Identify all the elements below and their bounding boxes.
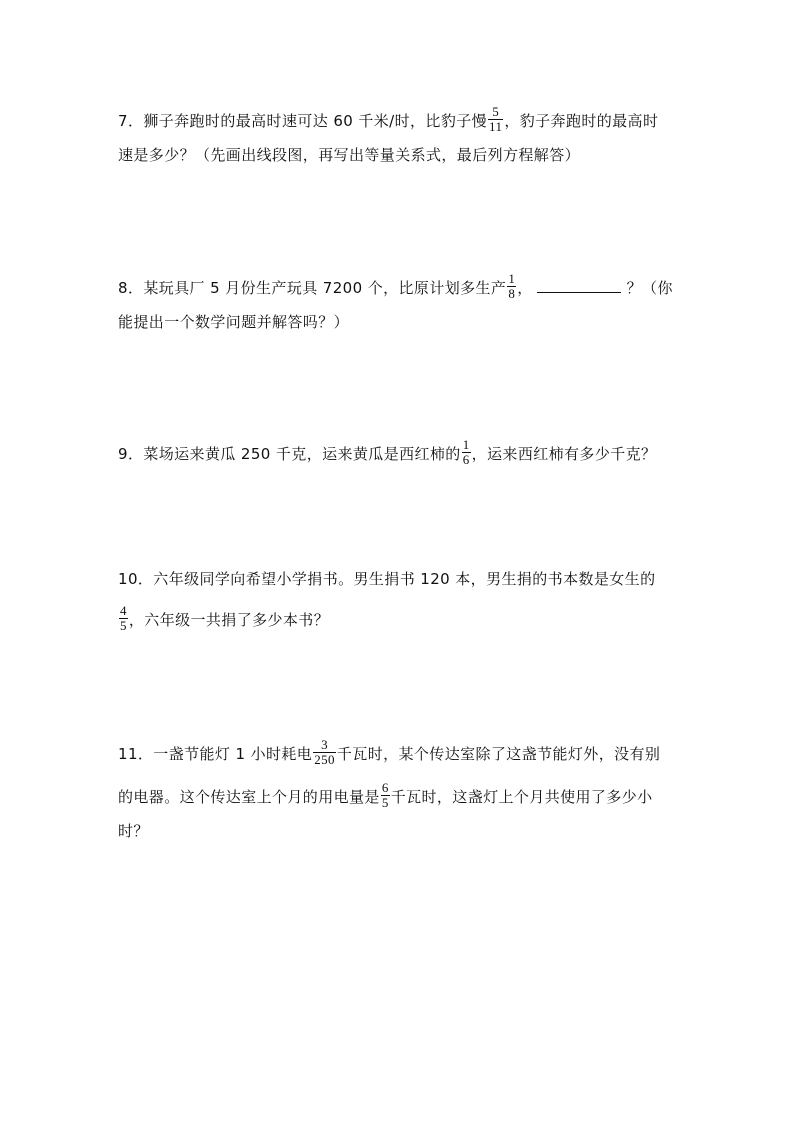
problem-text: 某玩具厂 5 月份生产玩具 7200 个，比原计划多生产 xyxy=(143,279,507,297)
problem-11-line-2 xyxy=(118,780,653,812)
fraction-denominator: 11 xyxy=(489,119,503,134)
problem-number: 9． xyxy=(118,445,144,463)
fraction-denominator: 250 xyxy=(314,752,335,767)
problem-text: 能提出一个数学问题并解答吗？） xyxy=(118,313,350,331)
fraction xyxy=(507,272,516,301)
problem-number: 8． xyxy=(118,279,144,297)
fraction-numerator: 3 xyxy=(313,738,336,753)
problem-8-line-2 xyxy=(118,312,349,332)
fraction xyxy=(462,438,471,467)
problem-text: 的电器。这个传达室上个月的用电量是 xyxy=(118,788,380,806)
fraction xyxy=(119,604,128,633)
problem-text: 一盏节能灯 1 小时耗电 xyxy=(153,745,313,763)
fraction xyxy=(313,738,336,767)
problem-text: ？（你 xyxy=(626,279,673,297)
problem-text: ， xyxy=(517,279,533,297)
problem-text: ，六年级一共捐了多少本书？ xyxy=(128,611,330,629)
problem-7-line-2 xyxy=(118,145,580,165)
fraction-numerator: 4 xyxy=(120,603,127,618)
fraction-numerator: 1 xyxy=(508,271,516,286)
problem-text: ，豹子奔跑时的最高时 xyxy=(504,112,659,130)
fraction-denominator: 6 xyxy=(462,452,470,467)
problem-10-line-1 xyxy=(118,569,655,589)
fraction-numerator: 6 xyxy=(381,780,389,795)
problem-number: 11． xyxy=(118,745,154,763)
problem-10-line-2 xyxy=(118,603,330,635)
problem-11-line-1 xyxy=(118,737,661,769)
problem-number: 7． xyxy=(118,112,144,130)
fraction-denominator: 8 xyxy=(508,286,516,301)
problem-text: 千瓦时，这盏灯上个月共使用了多少小 xyxy=(390,788,653,806)
problem-text: 狮子奔跑时的最高时速可达 60 千米/时，比豹子慢 xyxy=(143,112,488,130)
problem-11-line-3 xyxy=(118,821,149,841)
problem-text: ，运来西红柿有多少千克？ xyxy=(471,445,657,463)
problem-9-line-1 xyxy=(118,437,657,469)
fraction-denominator: 5 xyxy=(381,795,389,810)
fraction xyxy=(381,781,390,810)
problem-text: 速是多少？（先画出线段图，再写出等量关系式，最后列方程解答） xyxy=(118,146,581,164)
fraction-numerator: 1 xyxy=(462,437,470,452)
problem-number: 10． xyxy=(118,570,154,588)
fraction-denominator: 5 xyxy=(120,618,127,633)
problem-text: 时？ xyxy=(118,822,149,840)
fraction xyxy=(488,105,503,134)
problem-text: 六年级同学向希望小学捐书。男生捐书 120 本，男生捐的书本数是女生的 xyxy=(153,570,656,588)
problem-8-line-1 xyxy=(118,271,673,303)
fraction-numerator: 5 xyxy=(488,105,503,120)
answer-blank[interactable] xyxy=(537,278,621,293)
problem-text: 菜场运来黄瓜 250 千克，运来黄瓜是西红柿的 xyxy=(143,445,461,463)
problem-text: 千瓦时，某个传达室除了这盏节能灯外，没有别 xyxy=(336,745,661,763)
problem-7-line-1 xyxy=(118,104,659,136)
